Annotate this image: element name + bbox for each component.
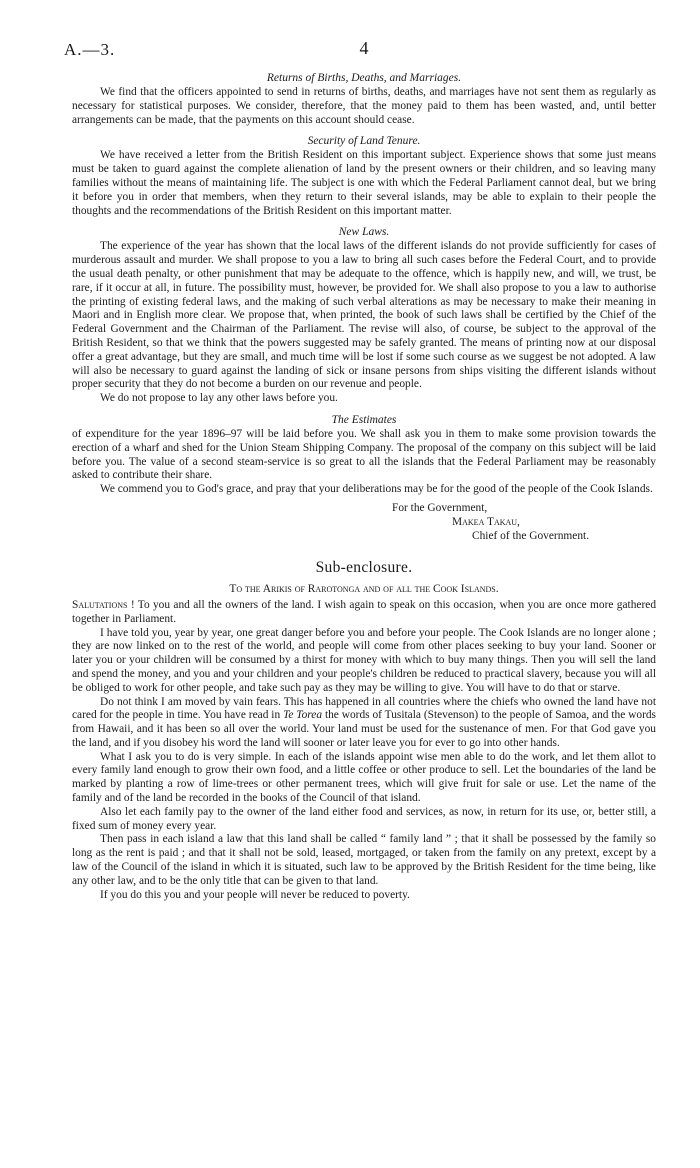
paragraph-no-other-laws: We do not propose to lay any other laws before you.: [100, 392, 338, 405]
heading-new-laws: New Laws.: [338, 226, 390, 239]
sub-enclosure-title: Sub-enclosure.: [315, 558, 413, 576]
paragraph-family-land-law: Then pass in each island a law that this land shall be called “ family land ” ; that it shall be possessed by the family so long as the rent is paid ; and that it shall not be sold, leased, mortgaged, or taken from the family on any pretext, except by a law of the Council of the island in which it is situated, such law to be approved by the British Resident for the time being, like any other law, and to be the only title that can be given to that land.: [72, 833, 656, 887]
te-torea-title: Te Torea: [283, 709, 323, 722]
vain-fears-text-a: Do not think I am moved by vain fears. This has happened in all countries where the chiefs who owned the land have not cared for the people in time. You have read in: [72, 695, 656, 722]
paragraph-rent: Also let each family pay to the owner of the land either food and services, as now, in return for its use, or, better still, a fixed sum of money every year.: [72, 805, 656, 832]
paragraph-land-tenure: We have received a letter from the British Resident on this important subject. Experience shows that some just means must be taken to guard against the complete alienation of land by the present owners or their children, and so leaving many families without the means of maintaining life. The subject is one with which the Federal Parliament cannot deal, but we bring it before you in order that members, when they return to their several islands, may be able to explain to their people the thoughts and the recommendations of the British Resident on this important matter.: [72, 149, 656, 217]
sub-enclosure-address: To the Arikis of Rarotonga and of all the Cook Islands.: [229, 582, 499, 595]
signature-block: [72, 501, 656, 543]
paragraph-simple-request: What I ask you to do is very simple. In each of the islands appoint wise men able to do the work, and let them allot to every family land enough to grow their own food, and a little coffee or other produce to sell. Let the boundaries of the land be marked by planting a row of lime-trees or other permanent trees, which will give fruit for sale or use. Let the name of the family and of the land be recorded in the books of the Council of that island.: [72, 750, 656, 805]
heading-estimates: The Estimates: [331, 413, 397, 426]
page-number: 4: [359, 38, 369, 58]
paragraph-vain-fears: [72, 696, 656, 751]
paragraph-commend: We commend you to God's grace, and pray that your deliberations may be for the good of the people of the Cook Islands.: [100, 483, 653, 496]
salutation-text: To you and all the owners of the land. I wish again to speak on this occasion, when you are once more gathered together in Parliament.: [72, 598, 657, 625]
paragraph-new-laws: The experience of the year has shown that the local laws of the different islands do not provide sufficiently for cases of murderous assault and murder. We shall propose to you a law to bring all such cases before the Federal Court, and to provide the usual death penalty, or other punishment that may be adequate to the offence, which is happily new, and will, we trust, be rare, if it occur at all, in future. The possibility must, however, be provided for. We shall also propose to you a law to authorise the printing of existing federal laws, and the making of such verbal alterations as may be necessary to make their meaning in Maori and in English more clear. We propose that, when printed, the book of such laws shall be certified by the Chief of the Federal Government and the Chairman of the Parliament. The revise will also, of course, be subject to the approval of the British Resident, so that we think that the powers suggested may be safely granted. The means of printing now at our disposal offer a great advantage, but they are small, and much time will be lost if some such course as we suggest be not adopted. A law will also be necessary to guard against the landing of sick or insane persons from ships visiting the different islands without proper security that they do not become a burden on our revenue and people.: [72, 240, 656, 391]
page-header: [64, 36, 656, 64]
heading-returns: Returns of Births, Deaths, and Marriages.: [266, 72, 462, 84]
paragraph-estimates: of expenditure for the year 1896–97 will be laid before you. We shall ask you in them to make some provision towards the erection of a wharf and shed for the Union Steam Shipping Company. The proposal of the company on this subject will be laid before you. The value of a second steam-service is so great to all the islands that the Federal Parliament may be reasonably asked to contribute their share.: [72, 427, 656, 482]
vain-fears-text-b: the words of Tusitala (Stevenson) to the people of Samoa, and the words from Hawaii, and it has been so all over the world. Your land must be used for the sustenance of men. For that God gave you the land, and if you disobey his word the land will sooner or later leave you for ever to go into other hands.: [72, 709, 656, 749]
signature-title: Chief of the Government.: [472, 529, 590, 542]
paragraph-salutations: [72, 599, 656, 627]
signature-name: Makea Takau,: [452, 515, 520, 528]
paragraph-danger: I have told you, year by year, one great danger before you and before your people. The Cook Islands are no longer alone ; they are now linked on to the rest of the world, and people will come from other places seeking to buy your land. Sooner or later you or your children will be consumed by a thirst for money with which to buy many things. Then you will sell the land and spend the money, and you and your children and your people's children be reduced to practical slavery, because you will all be obliged to work for other people, and take such pay as they may be willing to give. You will have to do that or starve.: [72, 626, 656, 694]
paragraph-returns: We find that the officers appointed to send in returns of births, deaths, and marriages have not sent them as regularly as necessary for statistical purposes. We consider, therefore, that the money paid to them has been wasted, and, until better arrangements can be made, that the payments on this account should cease.: [72, 86, 656, 126]
salutation: Salutations !: [72, 598, 135, 611]
heading-land-tenure: Security of Land Tenure.: [307, 135, 421, 148]
document-reference: A.—3.: [64, 40, 116, 59]
document-page: [64, 36, 657, 902]
signature-line-for-government: For the Government,: [392, 501, 488, 514]
paragraph-poverty: If you do this you and your people will never be reduced to poverty.: [100, 888, 410, 901]
